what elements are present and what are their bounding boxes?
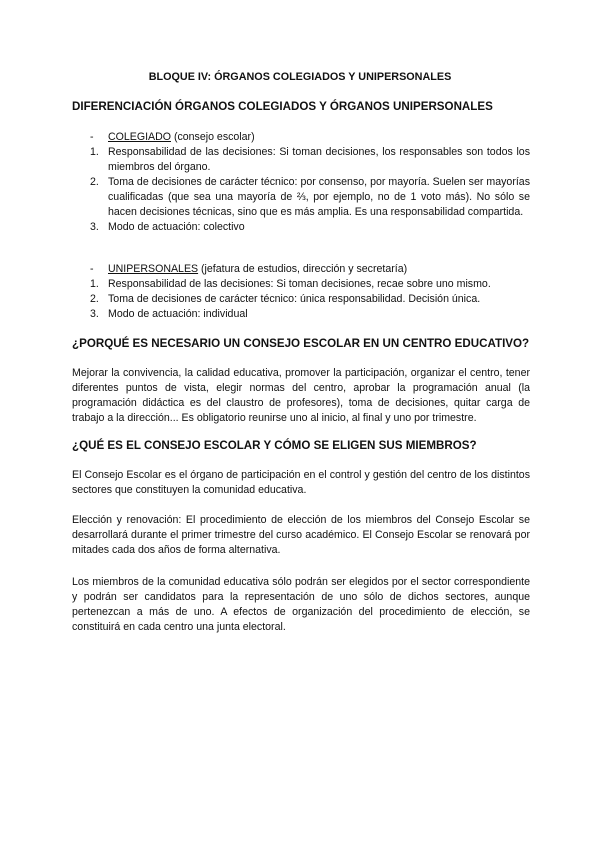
unipersonales-header xyxy=(90,262,530,277)
list-number: 2. xyxy=(90,293,99,305)
list-dash: - xyxy=(90,263,94,275)
document-title: BLOQUE IV: ÓRGANOS COLEGIADOS Y UNIPERSONALES xyxy=(148,71,452,83)
list-number: 1. xyxy=(90,146,99,158)
list-item xyxy=(90,277,530,292)
list-item-text: Responsabilidad de las decisiones: Si toman decisiones, los responsables son todos los miembros del órgano. xyxy=(108,146,530,173)
unipersonales-list xyxy=(90,262,530,322)
porque-paragraph: Mejorar la convivencia, la calidad educativa, promover la participación, organizar el centro, tener diferentes puntos de vista, elegir normas del centro, aprobar la programación anual (la programación didáctica es del claustro de profesores), toma de decisiones, quitar carga de trabajo a la dirección... Es obligatorio reunirse uno al inicio, al final y uno por trimestre. xyxy=(72,367,530,424)
list-item-text: Modo de actuación: colectivo xyxy=(108,221,245,233)
list-item xyxy=(90,145,530,175)
section-heading-diferenciacion: DIFERENCIACIÓN ÓRGANOS COLEGIADOS Y ÓRGANOS UNIPERSONALES xyxy=(72,100,493,113)
list-item xyxy=(90,292,530,307)
list-number: 3. xyxy=(90,308,99,320)
list-number: 1. xyxy=(90,278,99,290)
list-item xyxy=(90,220,530,235)
consejo-definition-paragraph: El Consejo Escolar es el órgano de participación en el control y gestión del centro de los distintos sectores que constituyen la comunidad educativa. xyxy=(72,469,530,496)
list-number: 3. xyxy=(90,221,99,233)
list-item xyxy=(90,307,530,322)
miembros-paragraph: Los miembros de la comunidad educativa sólo podrán ser elegidos por el sector correspondiente y podrán ser candidatos para la representación de uno sólo de dichos sectores, aunque pertenezcan a más de uno. A efectos de organización del procedimiento de elección, se constituirá en cada centro una junta electoral. xyxy=(72,576,530,633)
colegiado-note: (consejo escolar) xyxy=(171,131,255,143)
colegiado-list xyxy=(90,130,530,235)
list-item-text: Modo de actuación: individual xyxy=(108,308,248,320)
list-item xyxy=(90,175,530,220)
section-heading-que-es: ¿QUÉ ES EL CONSEJO ESCOLAR Y CÓMO SE ELIGEN SUS MIEMBROS? xyxy=(72,439,477,452)
list-dash: - xyxy=(90,131,94,143)
list-item-text: Responsabilidad de las decisiones: Si toman decisiones, recae sobre uno mismo. xyxy=(108,278,491,290)
list-item-text: Toma de decisiones de carácter técnico: por consenso, por mayoría. Suelen ser mayorías cualificadas (que sea una mayoría de ⅔, por ejemplo, no de 1 voto más). No sólo se hacen decisiones técnicas, sino que es más amplia. Es una responsabilidad compartida. xyxy=(108,176,530,218)
colegiado-header xyxy=(90,130,530,145)
list-number: 2. xyxy=(90,176,99,188)
list-item-text: Toma de decisiones de carácter técnico: única responsabilidad. Decisión única. xyxy=(108,293,481,305)
unipersonales-label: UNIPERSONALES xyxy=(108,263,199,275)
section-heading-porque: ¿PORQUÉ ES NECESARIO UN CONSEJO ESCOLAR EN UN CENTRO EDUCATIVO? xyxy=(72,337,530,350)
eleccion-paragraph: Elección y renovación: El procedimiento de elección de los miembros del Consejo Escolar se desarrollará durante el primer trimestre del curso académico. El Consejo Escolar se renovará por mitades cada dos años de forma alternativa. xyxy=(72,514,530,556)
unipersonales-note: (jefatura de estudios, dirección y secretaría) xyxy=(198,263,408,275)
colegiado-label: COLEGIADO xyxy=(108,131,171,143)
